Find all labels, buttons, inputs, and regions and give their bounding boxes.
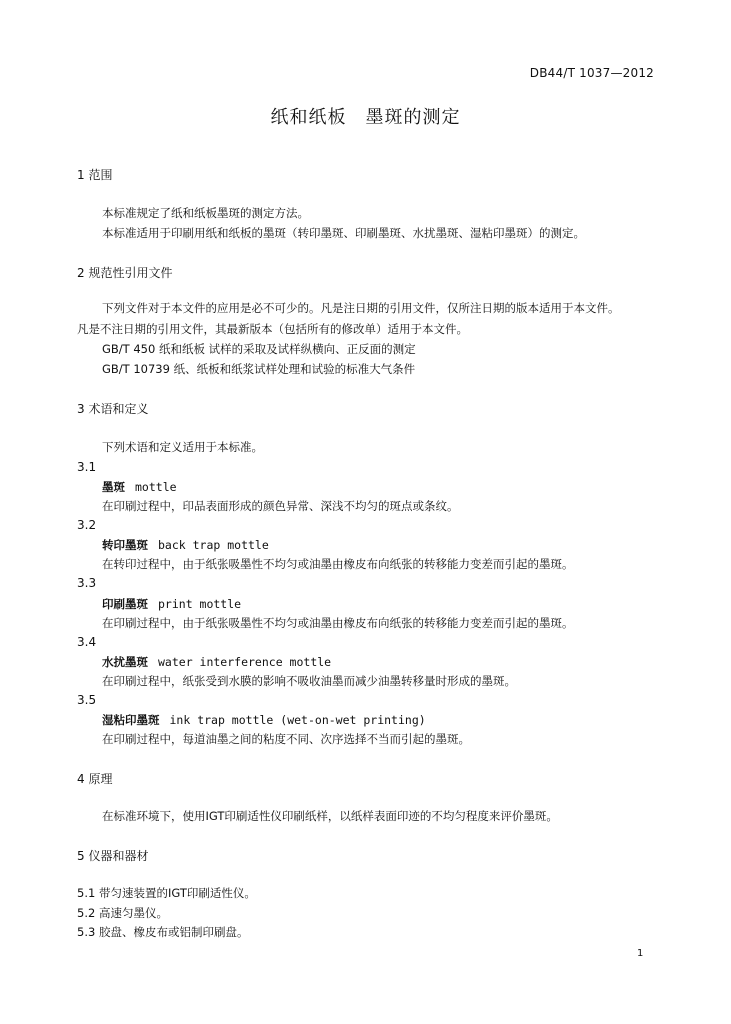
document-title: 纸和纸板 墨斑的测定: [270, 107, 461, 128]
term-definition: 在印刷过程中，由于纸张吸墨性不均匀或油墨由橡皮布向纸张的转移能力变差而引起的墨斑。: [102, 616, 574, 630]
term-en: print mottle: [158, 597, 242, 611]
term-cn: 印刷墨斑: [102, 597, 148, 611]
term-cn: 转印墨斑: [102, 538, 148, 552]
term-name: [102, 596, 241, 612]
section-2-paragraph-1: 下列文件对于本文件的应用是必不可少的。凡是注日期的引用文件，仅所注日期的版本适用于本文件。凡是不注日期的引用文件，其最新版本（包括所有的修改单）适用于本文件。: [77, 301, 620, 336]
term-definition: 在印刷过程中，纸张受到水膜的影响不吸收油墨而减少油墨转移量时形成的墨斑。: [102, 674, 516, 688]
section-4-paragraph-1: 在标准环境下，使用IGT印刷适性仪印刷纸样，以纸样表面印迹的不均匀程度来评价墨斑。: [102, 809, 558, 823]
term-en: water interference mottle: [158, 655, 332, 669]
term-name: [102, 654, 331, 670]
section-1-heading: 1 范围: [77, 168, 113, 182]
term-en: back trap mottle: [158, 538, 269, 552]
equipment-item: 5.3 胶盘、橡皮布或铝制印刷盘。: [77, 925, 249, 939]
standard-code: DB44/T 1037—2012: [529, 66, 654, 80]
term-en: ink trap mottle (wet-on-wet printing): [169, 713, 426, 727]
term-cn: 墨斑: [102, 480, 125, 494]
term-number: 3.4: [77, 635, 97, 649]
term-number: 3.5: [77, 693, 97, 707]
term-en: mottle: [135, 480, 177, 494]
reference-gb-t-10739: GB/T 10739 纸、纸板和纸浆试样处理和试验的标准大气条件: [102, 362, 416, 376]
section-2-heading: 2 规范性引用文件: [77, 266, 173, 280]
term-cn: 湿粘印墨斑: [102, 713, 160, 727]
term-name: [102, 479, 177, 495]
section-4-heading: 4 原理: [77, 772, 113, 786]
reference-gb-t-450: GB/T 450 纸和纸板 试样的采取及试样纵横向、正反面的测定: [102, 342, 416, 356]
section-3-intro: 下列术语和定义适用于本标准。: [102, 440, 263, 454]
page-number: 1: [637, 948, 644, 959]
equipment-item: 5.2 高速匀墨仪。: [77, 906, 168, 920]
term-name: [102, 537, 269, 553]
term-number: 3.3: [77, 576, 97, 590]
term-name: [102, 712, 426, 728]
section-1-paragraph-2: 本标准适用于印刷用纸和纸板的墨斑（转印墨斑、印刷墨斑、水扰墨斑、湿粘印墨斑）的测定。: [102, 226, 585, 240]
section-1-paragraph-1: 本标准规定了纸和纸板墨斑的测定方法。: [102, 206, 309, 220]
term-definition: 在印刷过程中，印品表面形成的颜色异常、深浅不均匀的斑点或条纹。: [102, 499, 459, 513]
term-definition: 在印刷过程中，每道油墨之间的粘度不同、次序选择不当而引起的墨斑。: [102, 732, 470, 746]
section-5-heading: 5 仪器和器材: [77, 849, 149, 863]
section-3-heading: 3 术语和定义: [77, 402, 149, 416]
term-number: 3.1: [77, 460, 97, 474]
term-cn: 水扰墨斑: [102, 655, 148, 669]
term-number: 3.2: [77, 518, 97, 532]
equipment-item: 5.1 带匀速装置的IGT印刷适性仪。: [77, 886, 256, 900]
term-definition: 在转印过程中，由于纸张吸墨性不均匀或油墨由橡皮布向纸张的转移能力变差而引起的墨斑。: [102, 557, 574, 571]
